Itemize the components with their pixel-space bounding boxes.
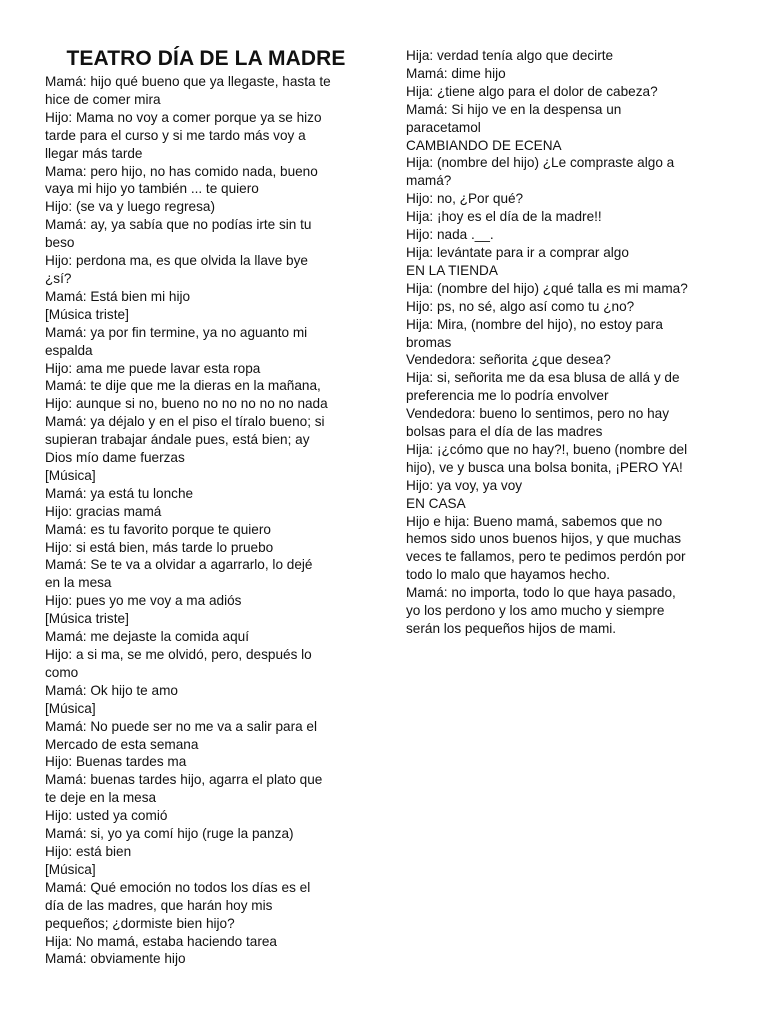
left-column-line: Mamá: No puede ser no me va a salir para el Mercado de esta semana [45, 718, 318, 752]
left-column-line: [Música triste] [45, 306, 129, 322]
right-column-line: Hijo: nada .__. [406, 227, 494, 243]
right-column-line: Mamá: no importa, todo lo que haya pasado, yo los perdono y los amo mucho y siempre serán los pequeños hijos de mami. [406, 585, 676, 636]
left-column [45, 46, 367, 968]
right-column-line: Hijo: no, ¿Por qué? [406, 191, 524, 207]
right-column-line: Hija: ¡hoy es el día de la madre!! [406, 209, 602, 225]
left-column-line: [Música] [45, 861, 96, 877]
right-column-line: EN CASA [406, 495, 466, 511]
left-column-line: Mamá: hijo qué bueno que ya llegaste, hasta te hice de comer mira [45, 74, 331, 107]
left-column-line: Mamá: si, yo ya comí hijo (ruge la panza) [45, 826, 294, 842]
right-column-line: Hijo e hija: Bueno mamá, sabemos que no hemos sido unos buenos hijos, y que muchas veces te fallamos, pero te pedimos perdón por todo lo malo que hayamos hecho. [406, 513, 686, 583]
right-column-line: Hija: verdad tenía algo que decirte [406, 48, 614, 63]
left-column-line: Mamá: Qué emoción no todos los días es el día de las madres, que harán hoy mis pequeños; ¿dormiste bien hijo? [45, 879, 311, 931]
left-column-line: Hijo: pues yo me voy a ma adiós [45, 593, 242, 609]
right-column-line: Hijo: ps, no sé, algo así como tu ¿no? [406, 298, 635, 314]
left-column-line: Hijo: (se va y luego regresa) [45, 199, 215, 215]
right-column-line: CAMBIANDO DE ECENA [406, 137, 562, 153]
left-column-line: Mamá: buenas tardes hijo, agarra el plato que te deje en la mesa [45, 772, 323, 806]
right-column-line: Hija: si, señorita me da esa blusa de allá y de preferencia me lo podría envolver [406, 370, 680, 404]
left-column-line: Hijo: si está bien, más tarde lo pruebo [45, 539, 274, 555]
left-column-line: Hija: No mamá, estaba haciendo tarea [45, 933, 277, 949]
left-column-line: Hijo: está bien [45, 843, 132, 859]
left-column-line: Mamá: Se te va a olvidar a agarrarlo, lo dejé en la mesa [45, 557, 313, 591]
right-column-line: Hija: (nombre del hijo) ¿qué talla es mi mama? [406, 280, 688, 296]
left-column-line: Hijo: aunque si no, bueno no no no no no nada [45, 396, 328, 412]
right-column-line: Hija: ¿tiene algo para el dolor de cabeza? [406, 83, 658, 99]
left-column-line: Hijo: ama me puede lavar esta ropa [45, 360, 261, 376]
left-column-line: Mamá: es tu favorito porque te quiero [45, 521, 271, 537]
left-column-line: Mamá: ay, ya sabía que no podías irte sin tu beso [45, 217, 312, 251]
right-column-line: Vendedora: señorita ¿que desea? [406, 352, 611, 368]
right-column-line: Mamá: Si hijo ve en la despensa un paracetamol [406, 101, 622, 135]
right-column-line: Hija: levántate para ir a comprar algo [406, 244, 629, 260]
right-column-line: Hija: (nombre del hijo) ¿Le compraste algo a mamá? [406, 155, 675, 189]
left-column-line: Mamá: me dejaste la comida aquí [45, 629, 250, 645]
left-column-line: Hijo: usted ya comió [45, 808, 168, 824]
left-column-line: Hijo: a si ma, se me olvidó, pero, después lo como [45, 647, 312, 680]
left-column-line: Mamá: ya déjalo y en el piso el tíralo bueno; si supieran trabajar ándale pues, está bien; ay Dios mío dame fuerzas [45, 414, 325, 466]
left-column-line: Hijo: Buenas tardes ma [45, 754, 187, 770]
left-column-line: [Música] [45, 700, 96, 716]
left-column-line: Hijo: Mama no voy a comer porque ya se hizo tarde para el curso y si me tardo más voy a llegar más tarde [45, 109, 322, 161]
left-column-line: Mamá: Está bien mi hijo [45, 288, 191, 304]
left-column-line: Mama: pero hijo, no has comido nada, bueno vaya mi hijo yo también ... te quiero [45, 163, 318, 197]
right-column-line: Hijo: ya voy, ya voy [406, 477, 523, 493]
right-column-line: Mamá: dime hijo [406, 65, 506, 81]
right-column [406, 47, 726, 638]
left-column-line: [Música triste] [45, 611, 129, 627]
page-title: TEATRO DÍA DE LA MADRE [66, 47, 346, 70]
left-column-line: [Música] [45, 467, 96, 483]
left-column-line: Mamá: obviamente hijo [45, 951, 186, 967]
left-column-line: Mamá: te dije que me la dieras en la mañana, [45, 378, 321, 394]
left-column-line: Hijo: gracias mamá [45, 503, 162, 519]
right-column-text [406, 47, 726, 638]
right-column-line: Hija: Mira, (nombre del hijo), no estoy para bromas [406, 316, 663, 350]
right-column-line: Hija: ¡¿cómo que no hay?!, bueno (nombre del hijo), ve y busca una bolsa bonita, ¡PERO YA! [406, 441, 688, 475]
left-column-line: Hijo: perdona ma, es que olvida la llave bye ¿sí? [45, 253, 308, 286]
left-column-text [45, 73, 367, 968]
right-column-line: Vendedora: bueno lo sentimos, pero no hay bolsas para el día de las madres [406, 406, 670, 440]
right-column-line: EN LA TIENDA [406, 262, 498, 278]
left-column-line: Mamá: ya por fin termine, ya no aguanto mi espalda [45, 324, 308, 358]
left-column-line: Mamá: Ok hijo te amo [45, 682, 178, 698]
left-column-line: Mamá: ya está tu lonche [45, 485, 194, 501]
